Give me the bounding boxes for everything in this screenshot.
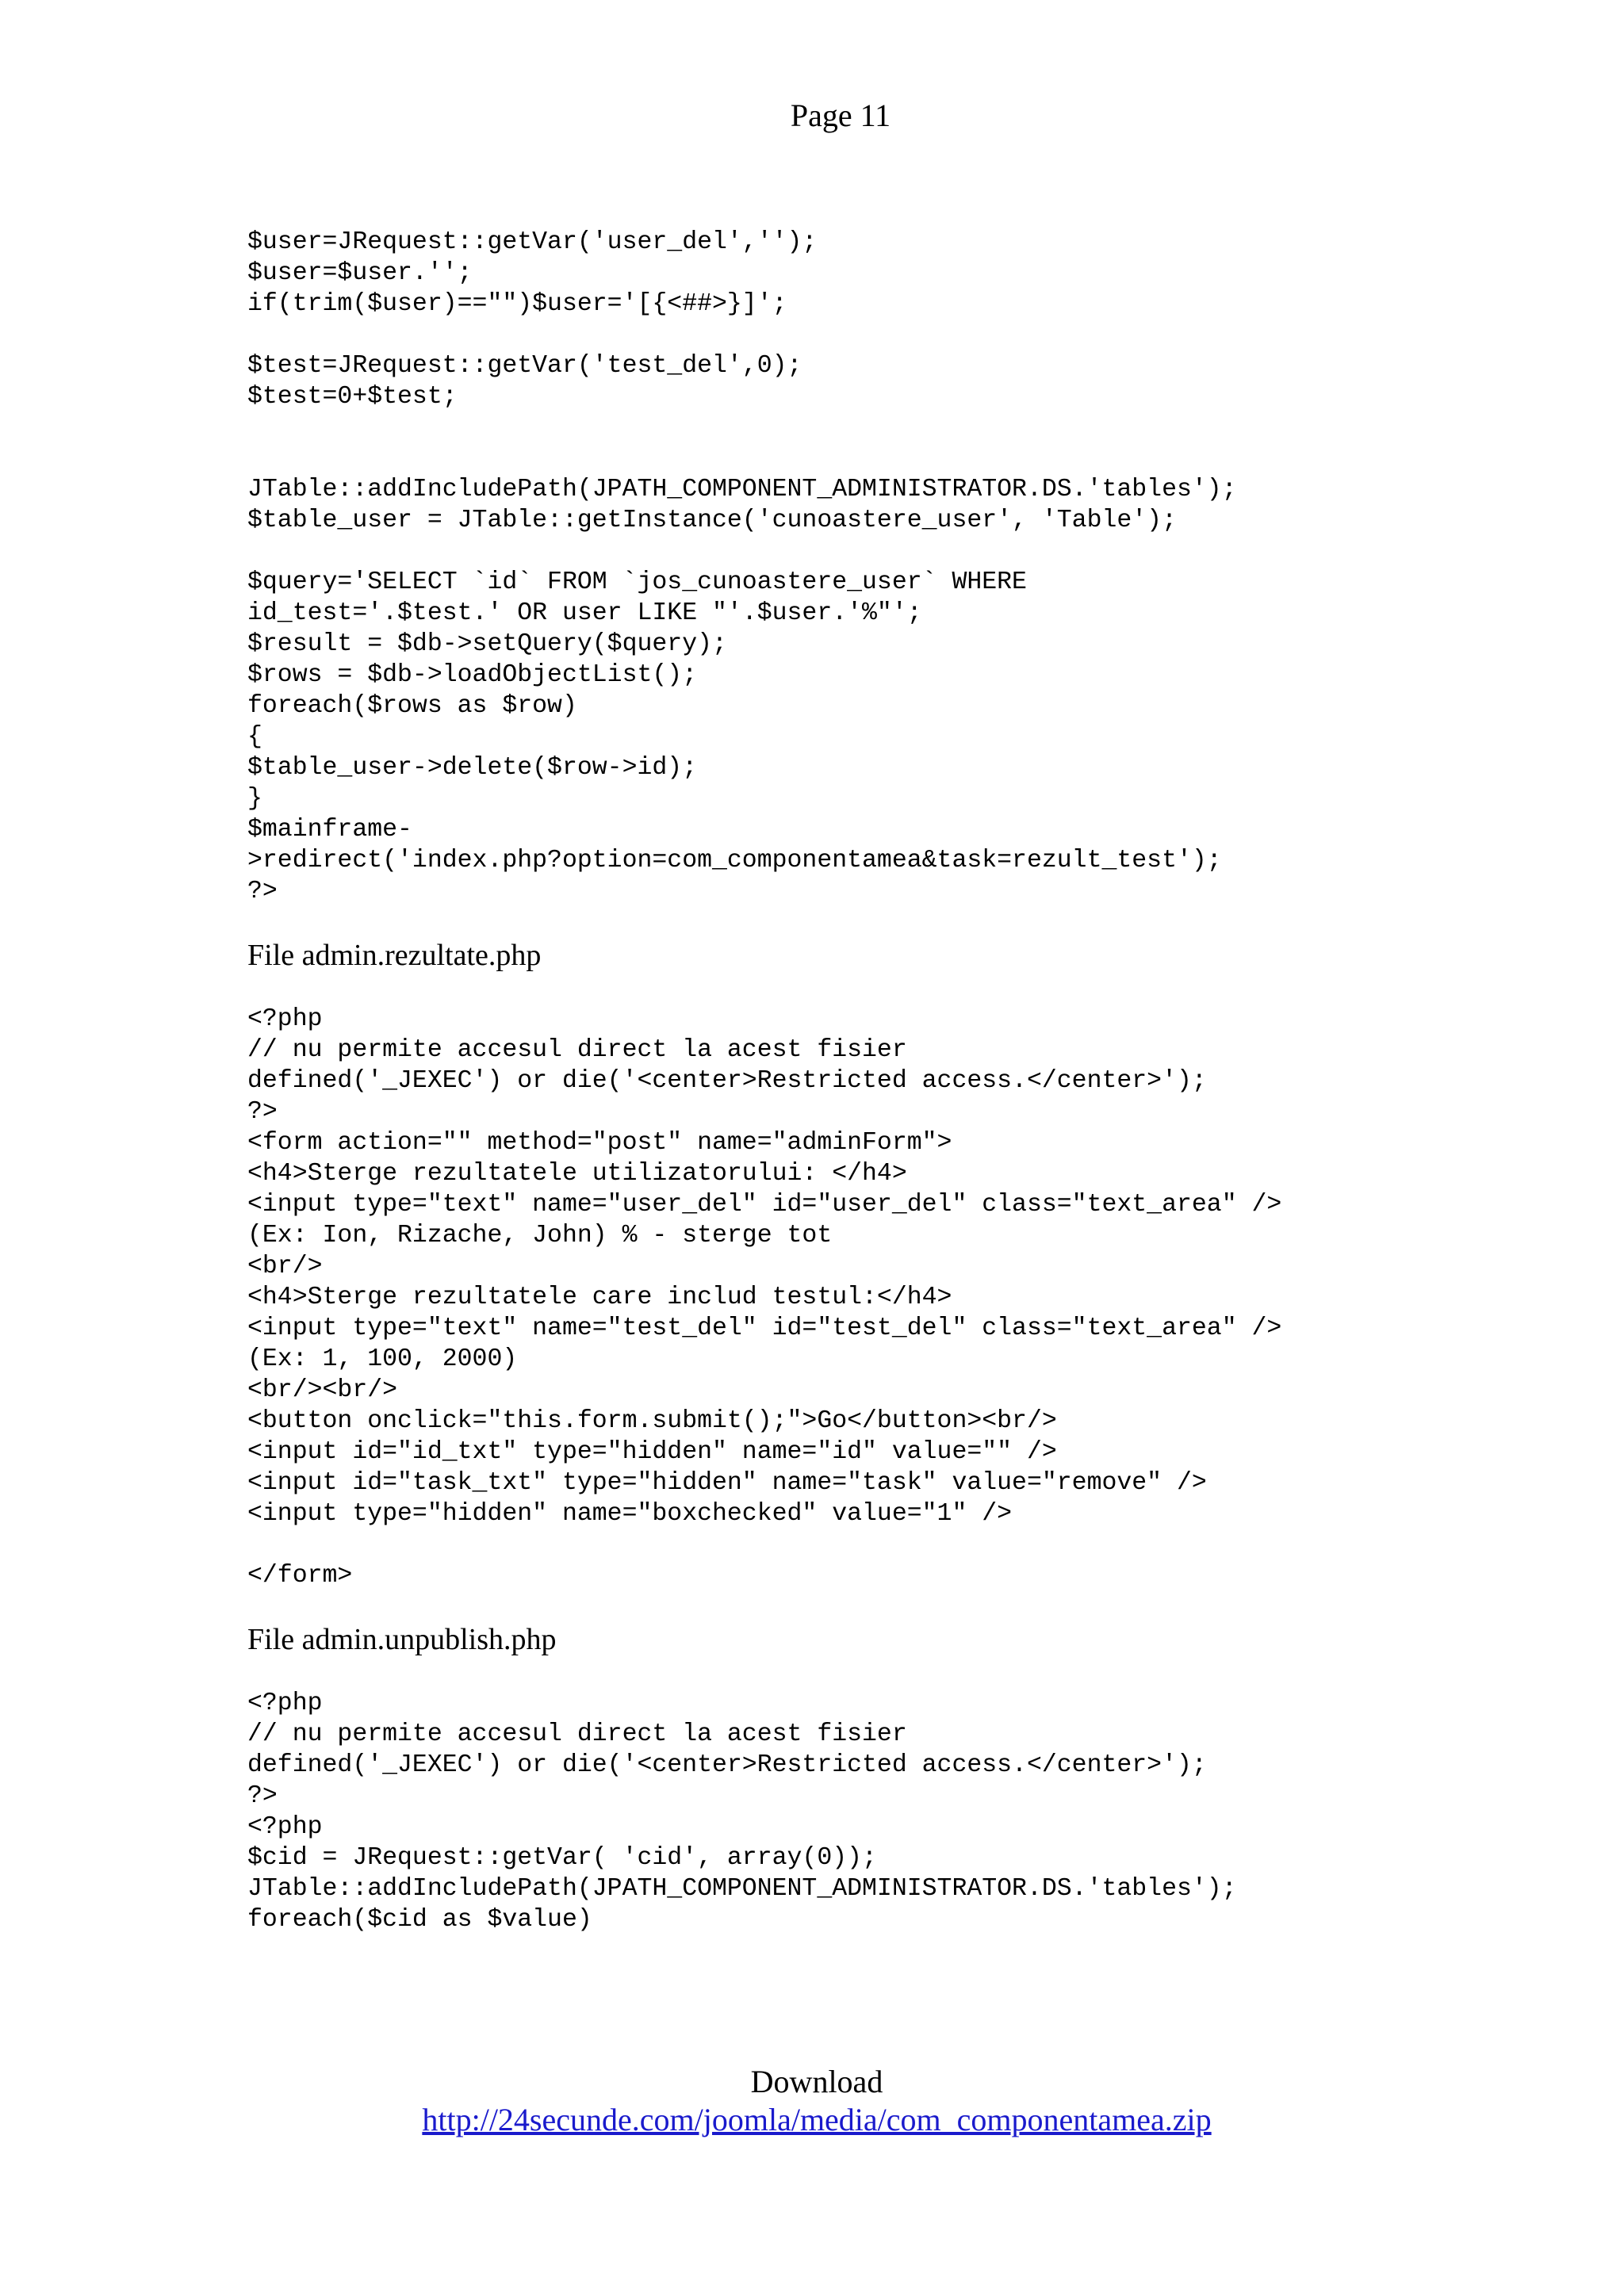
code-line: ?> — [247, 878, 278, 905]
code-line: $rows = $db->loadObjectList(); — [247, 661, 698, 689]
code-line: $mainframe- — [247, 816, 412, 844]
code-line: $test=0+$test; — [247, 383, 458, 411]
code-line: // nu permite accesul direct la acest fisier — [247, 1036, 907, 1064]
code-line — [247, 412, 1595, 443]
code-line: defined('_JEXEC') or die('<center>Restricted access.</center>'); — [247, 1751, 1207, 1779]
code-line: </form> — [247, 1562, 353, 1590]
code-line: } — [247, 785, 262, 813]
code-line: foreach($cid as $value) — [247, 1906, 592, 1934]
download-label: Download — [750, 2064, 883, 2099]
code-line: $query='SELECT `id` FROM `jos_cunoastere_user` WHERE — [247, 568, 1027, 596]
download-link[interactable]: http://24secunde.com/joomla/media/com_componentamea.zip — [422, 2102, 1212, 2137]
code-line: $table_user = JTable::getInstance('cunoastere_user', 'Table'); — [247, 507, 1177, 534]
code-line: <h4>Sterge rezultatele care includ testul:</h4> — [247, 1284, 952, 1311]
code-line: JTable::addIncludePath(JPATH_COMPONENT_ADMINISTRATOR.DS.'tables'); — [247, 476, 1237, 503]
code-line: id_test='.$test.' OR user LIKE "'.$user.'%"'; — [247, 599, 922, 627]
code-line: JTable::addIncludePath(JPATH_COMPONENT_ADMINISTRATOR.DS.'tables'); — [247, 1875, 1237, 1903]
file-heading-admin-rezultate: File admin.rezultate.php — [247, 939, 542, 972]
code-block-admin-unpublish — [247, 1688, 1595, 1935]
code-line: <br/> — [247, 1253, 323, 1280]
code-block-delete-results — [247, 227, 1595, 907]
code-line: <?php — [247, 1005, 323, 1033]
page-content — [247, 227, 1595, 1935]
code-line: $user=$user.''; — [247, 259, 473, 287]
code-line: $test=JRequest::getVar('test_del',0); — [247, 352, 802, 380]
code-line: <h4>Sterge rezultatele utilizatorului: </h4> — [247, 1160, 907, 1188]
code-line: <input id="id_txt" type="hidden" name="id" value="" /> — [247, 1438, 1057, 1466]
code-line: (Ex: Ion, Rizache, John) % - sterge tot — [247, 1222, 833, 1249]
code-line: // nu permite accesul direct la acest fisier — [247, 1720, 907, 1748]
code-line: $user=JRequest::getVar('user_del',''); — [247, 228, 818, 256]
file-heading-admin-unpublish: File admin.unpublish.php — [247, 1623, 557, 1656]
code-line: defined('_JEXEC') or die('<center>Restricted access.</center>'); — [247, 1067, 1207, 1095]
code-line: <br/><br/> — [247, 1376, 398, 1404]
code-line: ?> — [247, 1782, 278, 1810]
code-line: <input type="text" name="test_del" id="test_del" class="text_area" /> — [247, 1314, 1282, 1342]
code-line: { — [247, 723, 262, 751]
code-line — [247, 443, 1595, 474]
code-line: <input id="task_txt" type="hidden" name="task" value="remove" /> — [247, 1469, 1207, 1497]
code-line: $table_user->delete($row->id); — [247, 754, 698, 782]
code-line: >redirect('index.php?option=com_componentamea&task=rezult_test'); — [247, 847, 1222, 874]
page-number: Page 11 — [790, 98, 891, 133]
code-line: <form action="" method="post" name="adminForm"> — [247, 1129, 952, 1157]
code-line: $cid = JRequest::getVar( 'cid', array(0)); — [247, 1844, 877, 1872]
code-block-admin-rezultate — [247, 1004, 1595, 1591]
code-line: foreach($rows as $row) — [247, 692, 577, 720]
code-line: $result = $db->setQuery($query); — [247, 630, 727, 658]
code-line: <?php — [247, 1813, 323, 1841]
code-line: (Ex: 1, 100, 2000) — [247, 1345, 518, 1373]
code-line — [247, 536, 1595, 567]
code-line: if(trim($user)=="")$user='[{<##>}]'; — [247, 290, 787, 318]
code-line: <input type="text" name="user_del" id="user_del" class="text_area" /> — [247, 1191, 1282, 1219]
code-line: ?> — [247, 1098, 278, 1126]
code-line: <?php — [247, 1689, 323, 1717]
download-link-wrapper — [0, 2101, 1624, 2139]
code-line — [247, 320, 1595, 350]
code-line: <input type="hidden" name="boxchecked" value="1" /> — [247, 1500, 1013, 1528]
code-line — [247, 1529, 1595, 1560]
code-line: <button onclick="this.form.submit();">Go</button><br/> — [247, 1407, 1057, 1435]
